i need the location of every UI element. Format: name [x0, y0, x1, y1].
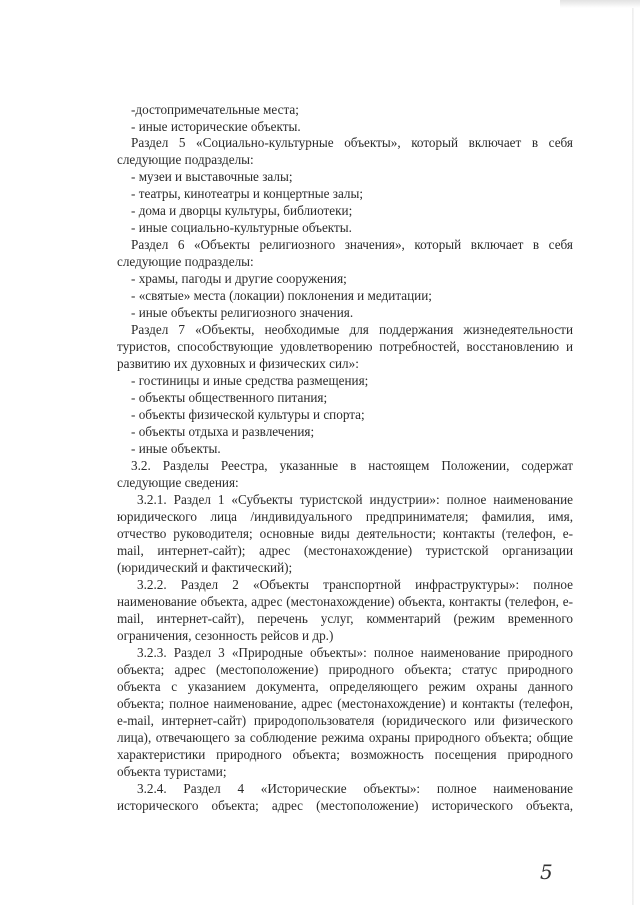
text-line: mail, интернет-сайт), перечень услуг, комментарий (режим временного [117, 611, 573, 626]
text-line: e-mail, интернет-сайт) природопользователя (юридического или физического [117, 713, 573, 728]
text-line: следующие сведения: [117, 475, 239, 490]
text-line: следующие подразделы: [117, 152, 254, 167]
text-line: 3.2.2. Раздел 2 «Объекты транспортной инфраструктуры»: полное [137, 577, 573, 592]
text-line: - иные социально-культурные объекты. [131, 220, 352, 235]
text-line: характеристики природного объекта; возможность посещения природного [117, 747, 573, 762]
text-line: Раздел 5 «Социально-культурные объекты», который включает в себя [131, 135, 573, 150]
text-line: - храмы, пагоды и другие сооружения; [131, 271, 347, 286]
text-line: 3.2. Разделы Реестра, указанные в настоящем Положении, содержат [131, 458, 573, 473]
text-line: юридического лица /индивидуального предпринимателя; фамилия, имя, [117, 509, 573, 524]
text-line: - иные объекты религиозного значения. [131, 305, 354, 320]
text-line: - гостиницы и иные средства размещения; [131, 373, 369, 388]
text-line: - объекты общественного питания; [131, 390, 328, 405]
text-line: - иные исторические объекты. [131, 119, 301, 134]
text-line: 3.2.1. Раздел 1 «Субъекты туристской индустрии»: полное наименование [137, 492, 573, 507]
text-line: следующие подразделы: [117, 254, 254, 269]
text-line: (юридический и фактический); [117, 560, 293, 575]
text-line: ограничения, сезонность рейсов и др.) [117, 628, 334, 643]
text-line: отчество руководителя; основные виды деятельности; контакты (телефон, e- [117, 526, 573, 541]
text-line: объекта туристами; [117, 764, 227, 779]
text-line: - театры, кинотеатры и концертные залы; [131, 186, 364, 201]
text-line: туристов, способствующие удовлетворению потребностей, восстановлению и [117, 339, 573, 354]
text-line: 3.2.4. Раздел 4 «Исторические объекты»: полное наименование [137, 781, 573, 796]
text-line: - объекты отдыха и развлечения; [131, 424, 315, 439]
text-line: - объекты физической культуры и спорта; [131, 407, 365, 422]
text-line: 3.2.3. Раздел 3 «Природные объекты»: полное наименование природного [137, 645, 573, 660]
text-line: -достопримечательные места; [131, 102, 299, 117]
page-number: 5 [540, 860, 553, 884]
text-line: объекта с указанием документа, определяющего режим охраны данного [117, 679, 573, 694]
text-line: mail, интернет-сайт); адрес (местонахождение) туристской организации [117, 543, 573, 558]
text-line: объекта; адрес (местоположение) природного объекта; статус природного [117, 662, 573, 677]
text-line: - дома и дворцы культуры, библиотеки; [131, 203, 353, 218]
text-line: Раздел 6 «Объекты религиозного значения», который включает в себя [131, 237, 573, 252]
text-line: - иные объекты. [131, 441, 221, 456]
text-line: исторического объекта; адрес (местоположение) исторического объекта, [117, 798, 573, 813]
text-line: наименование объекта, адрес (местонахождение) объекта, контакты (телефон, e- [117, 594, 573, 609]
text-line: лица), отвечающего за соблюдение режима охраны природного объекта; общие [117, 730, 573, 745]
text-line: объекта; полное наименование, адрес (местонахождение) и контакты (телефон, [117, 696, 573, 711]
text-line: развитию их духовных и физических сил»: [117, 356, 359, 371]
text-line: - «святые» места (локации) поклонения и медитации; [131, 288, 432, 303]
text-line: Раздел 7 «Объекты, необходимые для поддержания жизнедеятельности [131, 322, 573, 337]
text-line: - музеи и выставочные залы; [131, 169, 293, 184]
